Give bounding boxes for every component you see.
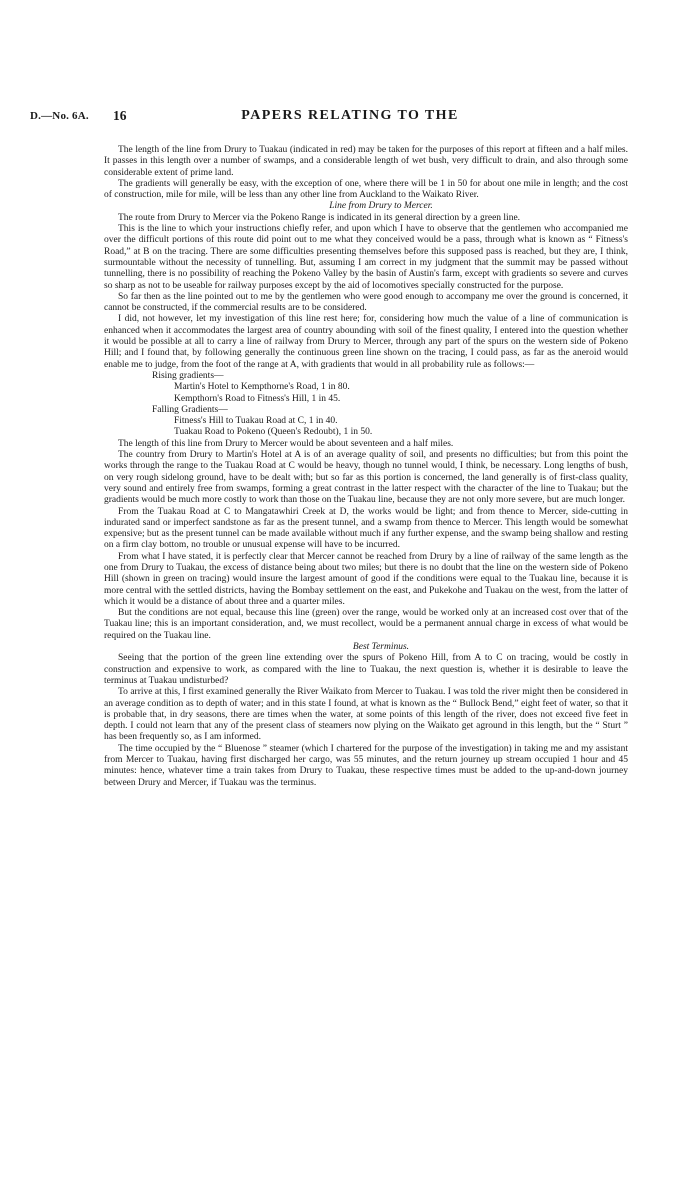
page-number: 16 xyxy=(113,108,127,123)
gradient-item: Martin's Hotel to Kempthorne's Road, 1 in 80. xyxy=(174,382,350,393)
paragraph-bluenose: The time occupied by the “ Bluenose ” steamer (which I chartered for the purpose of the investigation) in taking me and my assistant from Mercer to Tuakau, having first discharged her cargo, was 55 minutes, and the return journey up stream occupied 1 hour and 45 minutes: hence, whatever time a train takes from Drury to Tuakau, these respective times must be added to the up-and-down journey between Drury and Mercer, if Tuakau was the terminus. xyxy=(104,743,628,788)
gradient-item: Tuakau Road to Pokeno (Queen's Redoubt), 1 in 50. xyxy=(174,427,373,438)
paragraph-gradients: The gradients will generally be easy, with the exception of one, where there will be 1 in 50 for about one mile in length; and the cost of construction, mile for mile, will be less than any other line from Auckland to the Waikato River. xyxy=(104,178,628,201)
paragraph-investigation: I did, not however, let my investigation of this line rest here; for, considering how much the value of a line of communication is enhanced when it accommodates the largest area of country abounding with soil of the finest quality, I entered into the question whether it would be possible at all to carry a line of railway from Drury to Mercer, through any part of the spurs on the western side of Pokeno Hill; and I found that, by following generally the continuous green line shown on the tracing, I could pass, as far as the aneroid would enable me to judge, from the foot of the range at A, with gradients that would in all probability rule as follows:— xyxy=(104,314,628,370)
paragraph-line-length: The length of the line from Drury to Tuakau (indicated in red) may be taken for the purposes of this report at fifteen and a half miles. It passes in this length over a number of swamps, and a considerable length of wet bush, very difficult to drain, and also through some considerable extent of prime land. xyxy=(104,145,628,178)
rising-gradients-label: Rising gradients— xyxy=(152,370,224,381)
falling-gradients-label: Falling Gradients— xyxy=(152,404,228,415)
paragraph-length: The length of this line from Drury to Mercer would be about seventeen and a half miles. xyxy=(118,438,454,449)
paragraph-instructions: This is the line to which your instructions chiefly refer, and upon which I have to observe that the gentlemen who accompanied me over the difficult portions of this route did point out to me what they conceived would be a pass, through what is known as “ Fitness's Road,” at B on the tracing. There are some difficulties presenting themselves before this supposed pass is reached, but they are, I think, surmountable without the necessity of tunnelling. But, assuming I am correct in my judgment that the summit may be passed without tunnelling, there is no possibility of reaching the Pokeno Valley by the basin of Austin's farm, except with gradients so severe and curves so sharp as not to be useable for railway purposes except by the aid of locomotives specially constructed for the purpose. xyxy=(104,224,628,291)
section-heading-best-terminus: Best Terminus. xyxy=(352,642,410,653)
paragraph-stated: From what I have stated, it is perfectly clear that Mercer cannot be reached from Drury by a line of railway of the same length as the one from Drury to Tuakau, the excess of distance being about two miles; but there is no doubt that the line on the western side of Pokeno Hill (shown in green on tracing) would insure the largest amount of good if the conditions were equal to the Tuakau line, because it is more central with the settled districts, having the Bombay settlement on the east, and Pukekohe and Tuakau on the west, from the latter of which it would be a distance of about three and a quarter miles. xyxy=(104,551,628,607)
paragraph-seeing: Seeing that the portion of the green line extending over the spurs of Pokeno Hill, from A to C on tracing, would be costly in construction and expensive to work, as compared with the line to Tuakau, the next question is, whether it is desirable to leave the terminus at Tuakau undisturbed? xyxy=(104,653,628,686)
paragraph-river: To arrive at this, I first examined generally the River Waikato from Mercer to Tuakau. I was told the river might then be considered in an average condition as to depth of water; and in this state I found, at what is known as the “ Bullock Bend,” eight feet of water, so that it is probable that, in dry seasons, there are times when the water, at some points of this length of the river, does not exceed five feet in depth. I could not learn that any of the present class of steamers now plying on the Waikato get aground in this length, but the “ Sturt ” has been frequently so, as I am informed. xyxy=(104,687,628,743)
gradient-item: Fitness's Hill to Tuakau Road at C, 1 in 40. xyxy=(174,416,338,427)
paragraph-conditions: But the conditions are not equal, because this line (green) over the range, would be worked only at an increased cost over that of the Tuakau line; this is an important consideration, and, we must recollect, would be a permanent annual charge in excess of what would be required on the Tuakau line. xyxy=(104,608,628,641)
paragraph-tuakau-road: From the Tuakau Road at C to Mangatawhiri Creek at D, the works would be light; and from thence to Mercer, side-cutting in indurated sand or imperfect sandstone as far as the present tunnel, and a swamp from thence to Mercer. This length would be somewhat expensive; but as the present tunnel can be made available without much if any further expense, and the swamp being shallow and resting on a firm clay bottom, no trouble or unusual expense will have to be incurred. xyxy=(104,506,628,551)
section-heading-drury-mercer: Line from Drury to Mercer. xyxy=(329,201,433,212)
paragraph-country: The country from Drury to Martin's Hotel at A is of an average quality of soil, and presents no difficulties; but from this point the works through the range to the Tuakau Road at C would be heavy, though no tunnel would, I think, be necessary. Long lengths of bush, on very rough sidelong ground, have to be dealt with; but so far as this portion is concerned, the land generally is of first-class quality, very sound and entirely free from swamps, forming a great contrast in the latter respect with the character of the line to Tuakau; but the gradients would be much more costly to work than those on the Tuakau line, because they are not only more severe, but are much longer. xyxy=(104,450,628,506)
running-title: PAPERS RELATING TO THE xyxy=(241,108,459,123)
paragraph-route: The route from Drury to Mercer via the Pokeno Range is indicated in its general direction by a green line. xyxy=(118,212,521,223)
gradient-item: Kempthorn's Road to Fitness's Hill, 1 in 45. xyxy=(174,393,341,404)
page-header xyxy=(30,108,670,126)
paragraph-so-far: So far then as the line pointed out to me by the gentlemen who were good enough to accompany me over the ground is concerned, it cannot be constructed, if the commercial results are to be considered. xyxy=(104,291,628,314)
document-number: D.—No. 6A. xyxy=(30,110,89,122)
document-body xyxy=(104,145,628,789)
